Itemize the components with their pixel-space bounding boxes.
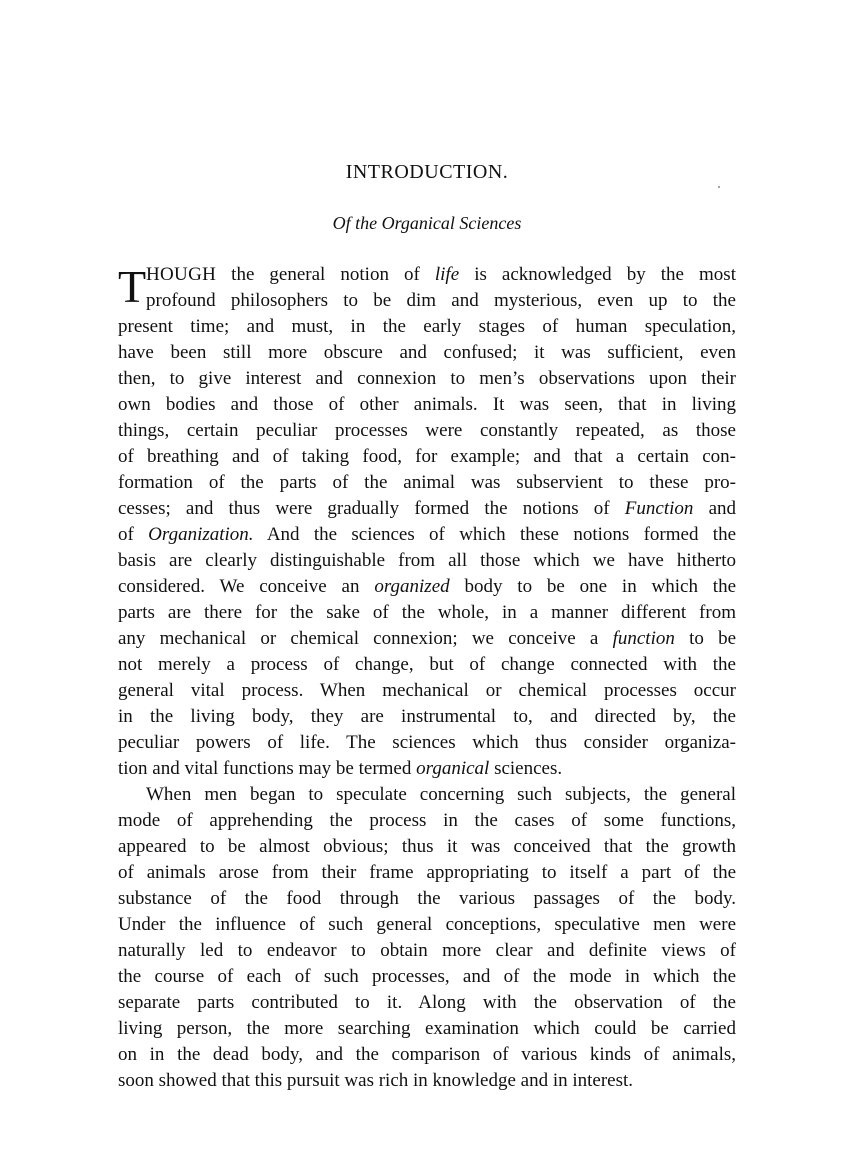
text-segment: own bodies and those of other animals. It was seen, that in living bbox=[118, 394, 736, 415]
text-segment: then, to give interest and connexion to men’s observations upon their bbox=[118, 368, 736, 389]
text-segment: basis are clearly distinguishable from all those which we have hitherto bbox=[118, 550, 736, 571]
text-line bbox=[118, 886, 736, 912]
text-line bbox=[118, 626, 736, 652]
text-line bbox=[118, 808, 736, 834]
text-segment: considered. We conceive an bbox=[118, 576, 375, 597]
text-line bbox=[118, 704, 736, 730]
text-segment: to be bbox=[674, 628, 736, 649]
body-text bbox=[118, 262, 736, 1094]
text-segment: Under the influence of such general conceptions, speculative men were bbox=[118, 914, 736, 935]
text-segment: mode of apprehending the process in the cases of some functions, bbox=[118, 810, 736, 831]
text-segment: on in the dead body, and the comparison of various kinds of animals, bbox=[118, 1044, 736, 1065]
text-line bbox=[118, 340, 736, 366]
text-segment: of bbox=[118, 524, 149, 545]
text-segment: appeared to be almost obvious; thus it was conceived that the growth bbox=[118, 836, 736, 857]
text-segment: cesses; and thus were gradually formed the notions of bbox=[118, 498, 625, 519]
text-line bbox=[118, 496, 736, 522]
print-speck bbox=[718, 186, 720, 188]
text-line bbox=[118, 574, 736, 600]
text-segment: of breathing and of taking food, for example; and that a certain con- bbox=[118, 446, 736, 467]
text-line bbox=[118, 938, 736, 964]
text-line bbox=[118, 548, 736, 574]
italic-term: life bbox=[434, 264, 460, 285]
text-segment: the course of each of such processes, and of the mode in which the bbox=[118, 966, 736, 987]
text-line bbox=[118, 392, 736, 418]
text-segment: any mechanical or chemical connexion; we conceive a bbox=[118, 628, 613, 649]
italic-term: Function bbox=[624, 498, 694, 519]
text-line bbox=[118, 652, 736, 678]
text-segment: sciences. bbox=[489, 758, 563, 779]
text-line bbox=[118, 756, 736, 782]
text-segment: not merely a process of change, but of change connected with the bbox=[118, 654, 736, 675]
text-line bbox=[118, 1068, 736, 1094]
text-segment: have been still more obscure and confused; it was sufficient, even bbox=[118, 342, 736, 363]
text-line bbox=[118, 782, 736, 808]
text-line bbox=[118, 418, 736, 444]
text-segment: the general notion of bbox=[216, 264, 435, 285]
text-line bbox=[118, 730, 736, 756]
text-segment: substance of the food through the various passages of the body. bbox=[118, 888, 736, 909]
italic-term: organical bbox=[416, 758, 490, 779]
text-segment: of animals arose from their frame appropriating to itself a part of the bbox=[118, 862, 736, 883]
text-segment: And the sciences of which these notions formed the bbox=[253, 524, 736, 545]
text-segment: parts are there for the sake of the whole, in a manner different from bbox=[118, 602, 736, 623]
page-title: INTRODUCTION. bbox=[345, 161, 509, 183]
text-segment: in the living body, they are instrumental to, and directed by, the bbox=[118, 706, 736, 727]
text-line bbox=[118, 522, 736, 548]
text-segment: When men began to speculate concerning such subjects, the general bbox=[146, 784, 736, 805]
text-segment: profound philosophers to be dim and mysterious, even up to the bbox=[146, 290, 736, 311]
text-segment: and bbox=[693, 498, 736, 519]
text-segment: things, certain peculiar processes were constantly repeated, as those bbox=[118, 420, 736, 441]
text-segment: living person, the more searching examination which could be carried bbox=[118, 1018, 736, 1039]
text-line bbox=[118, 678, 736, 704]
text-lines bbox=[118, 262, 736, 1094]
text-segment: naturally led to endeavor to obtain more clear and definite views of bbox=[118, 940, 736, 961]
text-line bbox=[118, 470, 736, 496]
text-segment: is acknowledged by the most bbox=[459, 264, 736, 285]
italic-term: function bbox=[612, 628, 675, 649]
text-segment: separate parts contributed to it. Along with the observation of the bbox=[118, 992, 736, 1013]
text-line bbox=[118, 860, 736, 886]
text-line bbox=[118, 444, 736, 470]
text-line bbox=[118, 288, 736, 314]
text-segment: soon showed that this pursuit was rich in knowledge and in interest. bbox=[118, 1070, 634, 1091]
italic-term: organized bbox=[374, 576, 450, 597]
text-segment: general vital process. When mechanical or chemical processes occur bbox=[118, 680, 736, 701]
text-line bbox=[118, 912, 736, 938]
text-segment: formation of the parts of the animal was subservient to these pro- bbox=[118, 472, 736, 493]
text-line bbox=[118, 600, 736, 626]
text-segment: body to be one in which the bbox=[449, 576, 737, 597]
text-line bbox=[118, 314, 736, 340]
text-line bbox=[118, 262, 736, 288]
text-line bbox=[118, 366, 736, 392]
page bbox=[118, 0, 736, 1150]
text-line bbox=[118, 1016, 736, 1042]
text-line bbox=[118, 964, 736, 990]
text-segment: present time; and must, in the early stages of human speculation, bbox=[118, 316, 736, 337]
section-subtitle: Of the Organical Sciences bbox=[332, 213, 522, 233]
text-line bbox=[118, 990, 736, 1016]
italic-term: Organization. bbox=[148, 524, 254, 545]
text-segment: tion and vital functions may be termed bbox=[118, 758, 417, 779]
text-line bbox=[118, 834, 736, 860]
drop-cap: T bbox=[118, 261, 147, 312]
text-segment: HOUGH bbox=[146, 264, 217, 285]
text-line bbox=[118, 1042, 736, 1068]
text-segment: peculiar powers of life. The sciences which thus consider organiza- bbox=[118, 732, 736, 753]
